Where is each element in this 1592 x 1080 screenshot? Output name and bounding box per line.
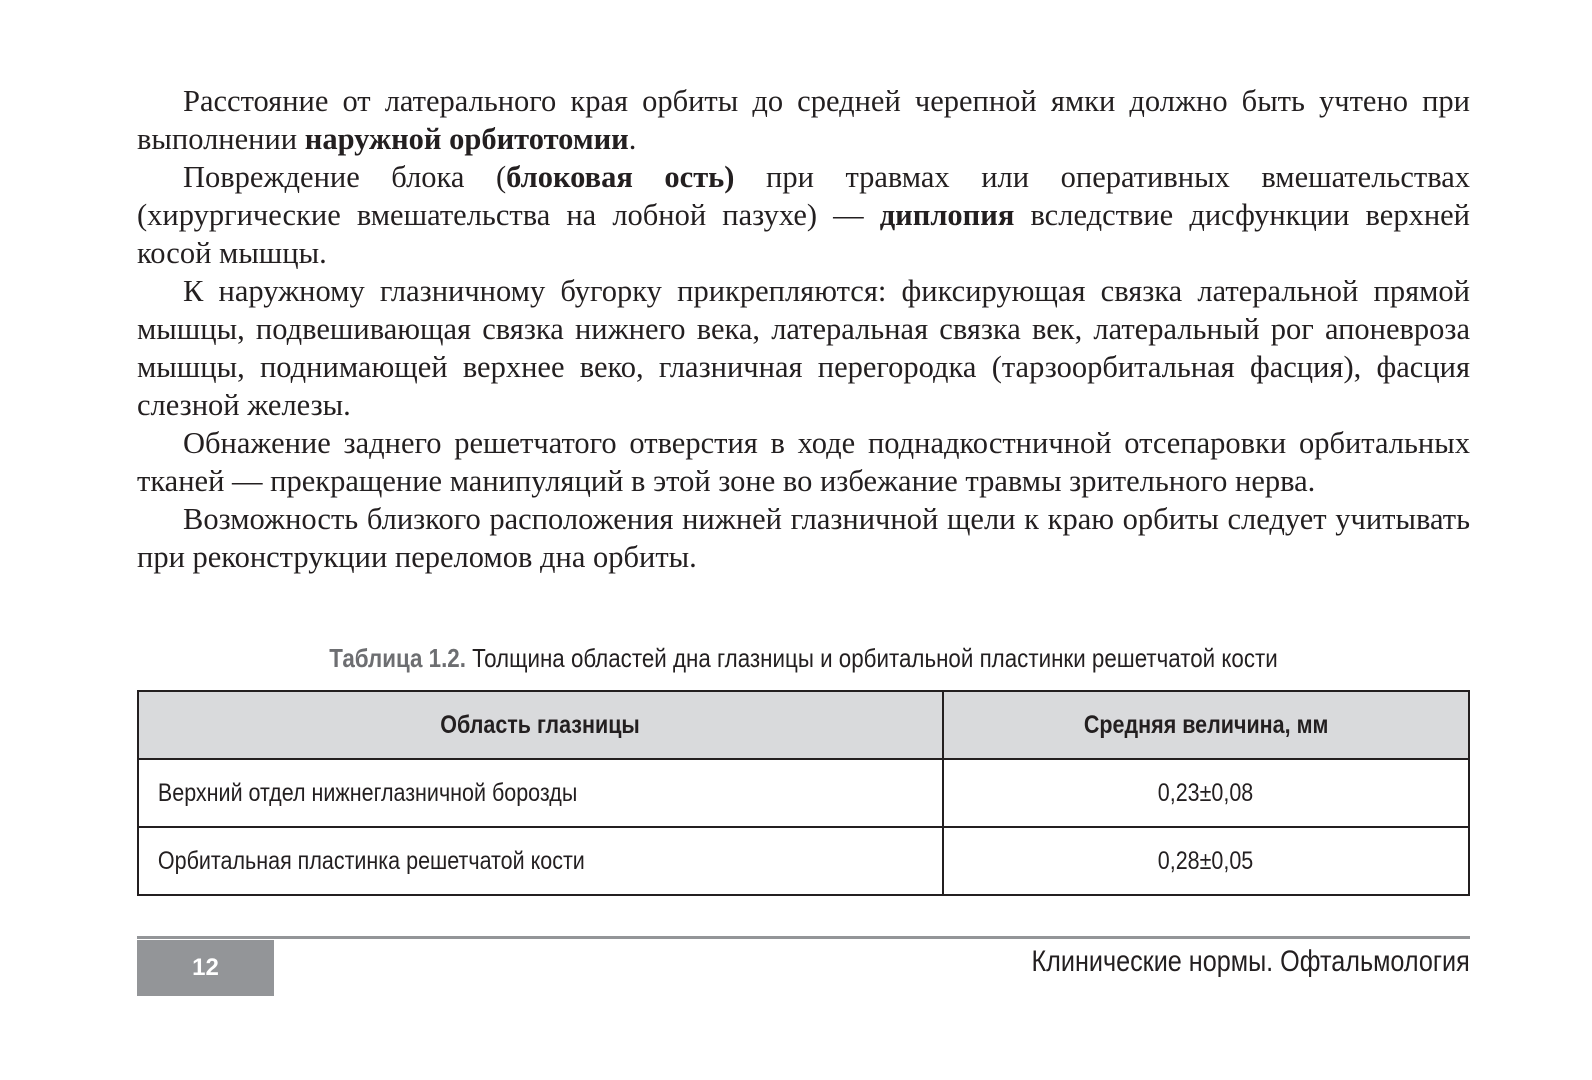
bold-term: блоковая ость) bbox=[506, 160, 735, 194]
paragraph-orbital-fissure bbox=[137, 500, 1470, 576]
cell-text: 0,23±0,08 bbox=[1158, 778, 1254, 807]
table-caption bbox=[230, 642, 1376, 674]
paragraph-text: вследствие дисфункции верхней косой мышцы. bbox=[137, 198, 1470, 270]
paragraph-text: . bbox=[628, 122, 637, 156]
bold-term: диплопия bbox=[879, 198, 1015, 232]
header-text: Область глазницы bbox=[440, 710, 641, 739]
table-cell-value bbox=[943, 759, 1469, 827]
cell-text: 0,28±0,05 bbox=[1158, 846, 1254, 875]
orbit-thickness-table bbox=[137, 690, 1470, 896]
table-row bbox=[138, 827, 1469, 895]
paragraph-trochlea bbox=[137, 158, 1470, 272]
footer-divider bbox=[137, 936, 1470, 939]
paragraph-text: Расстояние от латерального края орбиты до средней черепной ямки должно быть учтено при выполнении bbox=[137, 84, 1470, 156]
cell-text: Орбитальная пластинка решетчатой кости bbox=[157, 846, 585, 875]
header-text: Средняя величина, мм bbox=[1083, 710, 1329, 739]
table-header-row bbox=[138, 691, 1469, 759]
bold-term: наружной орбитотомии bbox=[304, 122, 629, 156]
paragraph-orbitotomy bbox=[137, 82, 1470, 158]
paragraph-text: Возможность близкого расположения нижней глазничной щели к краю орбиты следует учитывать при реконструкции переломов дна орбиты. bbox=[137, 502, 1470, 574]
paragraph-tubercle bbox=[137, 272, 1470, 424]
paragraph-text: К наружному глазничному бугорку прикрепляются: фиксирующая связка латеральной прямой мышцы, подвешивающая связка нижнего века, латеральная связка век, латеральный рог апоневроза мышцы, поднимающей верхнее веко, глазничная перегородка (тарзоорбитальная фасция), фасция слезной железы. bbox=[137, 274, 1470, 422]
paragraph-text: Повреждение блока ( bbox=[183, 160, 507, 194]
paragraph-text: при травмах или оперативных вмешательствах (хирургические вмешательства на лобной пазухе) — bbox=[137, 160, 1470, 232]
table-cell-value bbox=[943, 827, 1469, 895]
table-cell-region bbox=[138, 827, 943, 895]
table-caption-text: Толщина областей дна глазницы и орбитальной пластинки решетчатой кости bbox=[465, 643, 1278, 673]
table-caption-label: Таблица 1.2. bbox=[329, 643, 466, 673]
paragraph-text: Обнажение заднего решетчатого отверстия в ходе поднадкостничной отсепаровки орбитальных тканей — прекращение манипуляций в этой зоне во избежание травмы зрительного нерва. bbox=[137, 426, 1470, 498]
table-row bbox=[138, 759, 1469, 827]
body-text bbox=[137, 82, 1470, 576]
running-title: Клинические нормы. Офтальмология bbox=[1031, 945, 1470, 978]
column-header-region bbox=[138, 691, 943, 759]
column-header-value bbox=[943, 691, 1469, 759]
paragraph-ethmoidal-foramen bbox=[137, 424, 1470, 500]
page-number: 12 bbox=[137, 940, 274, 996]
cell-text: Верхний отдел нижнеглазничной борозды bbox=[157, 778, 578, 807]
table-cell-region bbox=[138, 759, 943, 827]
